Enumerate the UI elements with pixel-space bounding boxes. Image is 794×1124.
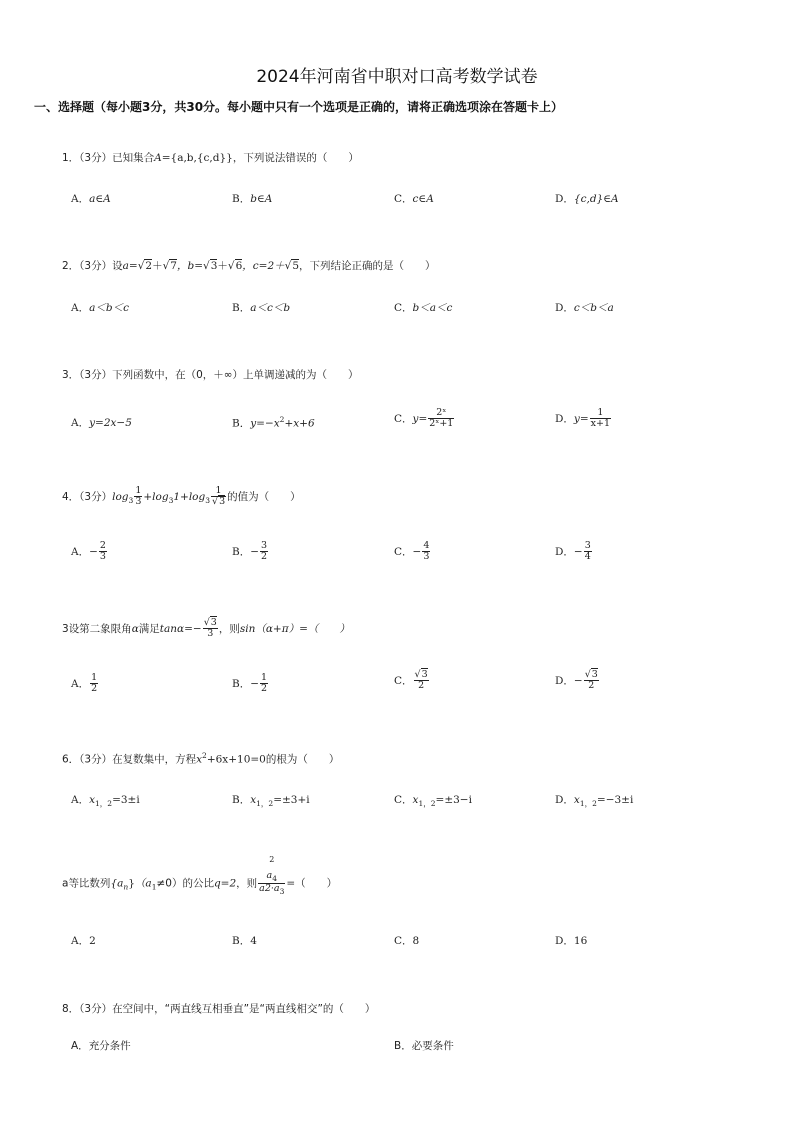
q6-option-d[interactable]: D．$x_{1,2}=-3\pm i$: [555, 794, 634, 809]
q5-option-b[interactable]: B．− $\frac{1}{2}$: [232, 672, 268, 695]
q2-option-b[interactable]: B．a＜c＜b: [232, 302, 291, 314]
q7-option-b[interactable]: B．4: [232, 935, 257, 947]
section-heading: 一、选择题（每小题3分，共30分。每小题中只有一个选项是正确的，请将正确选项涂在答题卡上）: [34, 100, 564, 114]
q6-option-b[interactable]: B．$x_{1,2}=\pm 3+i$: [232, 794, 310, 809]
question-3: 3．（3分）下列函数中，在（0，＋∞）上单调递减的为（ ）: [62, 369, 359, 381]
q4-option-d[interactable]: D．− $\frac{3}{4}$: [555, 540, 591, 563]
q5-option-d[interactable]: D．− $\frac{√3}{2}$: [555, 669, 598, 692]
fraction: $\frac{1}{x+1}$: [590, 407, 611, 430]
question-8: 8．（3分）在空间中，“两直线互相垂直”是“两直线相交”的（ ）: [62, 1003, 376, 1015]
q3-option-a[interactable]: A．y=2x−5: [71, 417, 132, 429]
q7-option-d[interactable]: D．16: [555, 935, 588, 947]
question-1: 1．（3分）已知集合A={a,b,{c,d}}，下列说法错误的（ ）: [62, 152, 359, 164]
q1-option-b[interactable]: B．b∈A: [232, 193, 273, 205]
question-6: 6．（3分）在复数集中，方程$x^2+6x+10=0$的根为（ ）: [62, 751, 340, 766]
q4-option-a[interactable]: A．− $\frac{2}{3}$: [71, 540, 106, 563]
q3-option-c[interactable]: C．y= $\frac{\text{2ˣ}}{\text{2ˣ+1}}$: [394, 407, 454, 430]
q6-option-c[interactable]: C．$x_{1,2}=\pm 3-i$: [394, 794, 472, 809]
q3-option-d[interactable]: D．y= $\frac{1}{x+1}$: [555, 407, 611, 430]
q1-option-d[interactable]: D．{c,d}∈A: [555, 193, 619, 205]
q4-option-c[interactable]: C．− $\frac{4}{3}$: [394, 540, 430, 563]
q3-option-b[interactable]: B．$y=-x^2+x+6$: [232, 415, 315, 430]
q7-option-a[interactable]: A．2: [71, 935, 96, 947]
page-title: 2024年河南省中职对口高考数学试卷: [256, 67, 538, 87]
q8-option-a[interactable]: A．充分条件: [71, 1040, 131, 1052]
q2-option-d[interactable]: D．c＜b＜a: [555, 302, 614, 314]
fraction: $\frac{\text{2ˣ}}{\text{2ˣ+1}}$: [429, 407, 454, 430]
question-4: 4．（3分）$\log_3$ $\frac{1}{3}$ $+\log_31+\log_3$ $\frac{1}{√3}$ 的值为（ ）: [62, 485, 301, 508]
question-2: 2．（3分）设a=√2＋√7，b=√3＋√6，c=2＋√5，下列结论正确的是（ ）: [62, 260, 436, 272]
q1-option-c[interactable]: C．c∈A: [394, 193, 434, 205]
q6-option-a[interactable]: A．$x_{1,2}=3\pm i$: [71, 794, 140, 809]
question-5: 3设第二象限角α满足tanα=− $\frac{√3}{3}$ ，则sin（α+π）=（ ）: [62, 617, 350, 640]
q7-option-c[interactable]: C．8: [394, 935, 420, 947]
q1-option-a[interactable]: A．a∈A: [71, 193, 111, 205]
q2-option-a[interactable]: A．a＜b＜c: [71, 302, 129, 314]
q2-option-c[interactable]: C．b＜a＜c: [394, 302, 453, 314]
q5-option-c[interactable]: C． $\frac{√3}{2}$: [394, 669, 428, 692]
q8-option-b[interactable]: B．必要条件: [394, 1040, 454, 1052]
q5-option-a[interactable]: A． $\frac{1}{2}$: [71, 672, 98, 695]
question-7: a等比数列$\{a_n\}(a_1\ne 0)$的公比q=2，则 2 $a_4$ $a2\cdot a_3$ =（ ）: [62, 855, 338, 897]
q4-option-b[interactable]: B．− $\frac{3}{2}$: [232, 540, 268, 563]
